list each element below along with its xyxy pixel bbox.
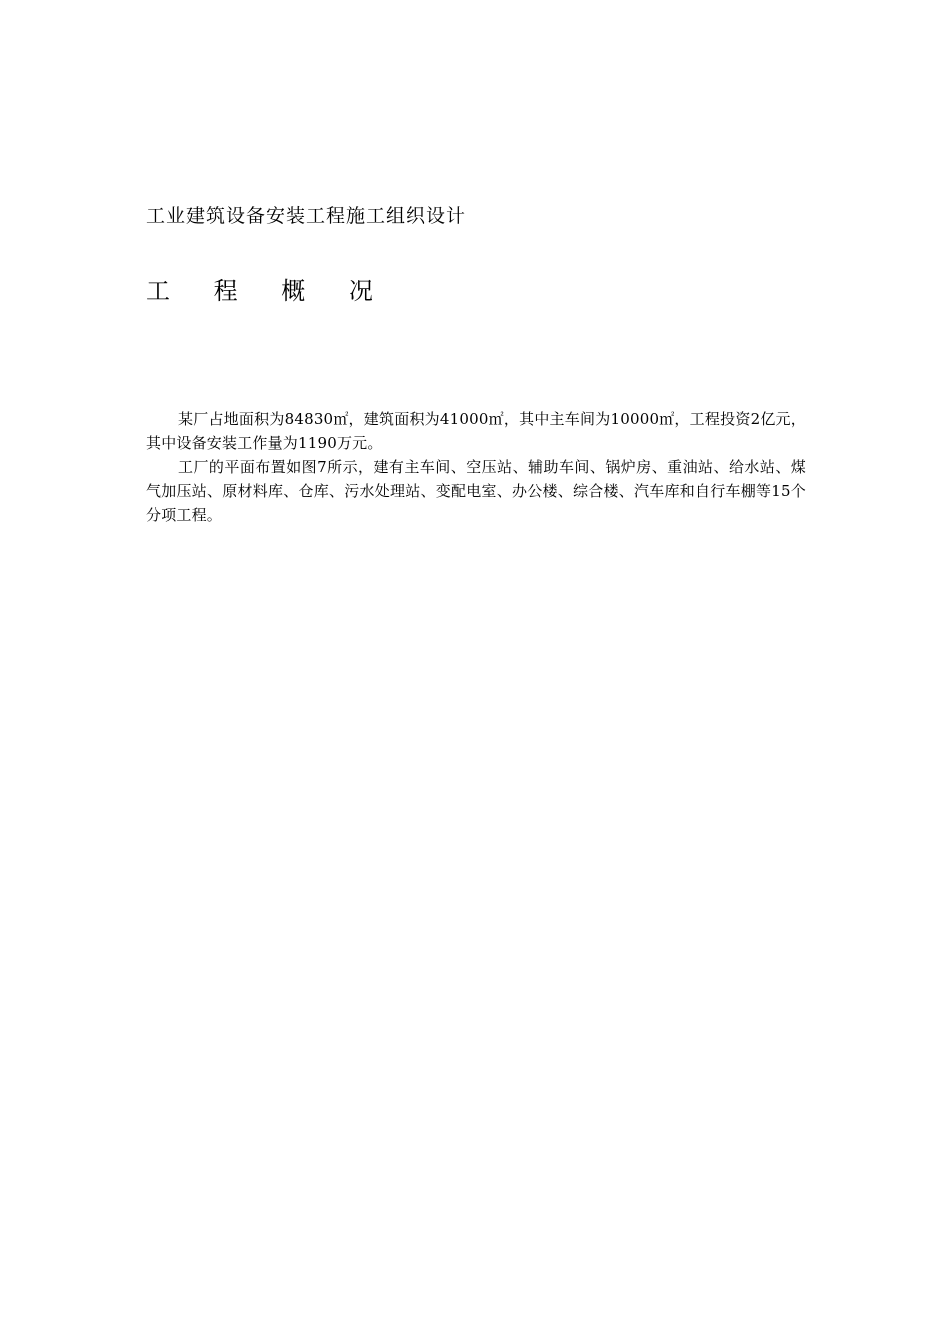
paragraph-project-scale: 某厂占地面积为84830㎡，建筑面积为41000㎡，其中主车间为10000㎡，工程投资2亿元，其中设备安装工作量为1190万元。	[146, 410, 806, 452]
paragraph-plant-layout: 工厂的平面布置如图7所示，建有主车间、空压站、辅助车间、锅炉房、重油站、给水站、煤气加压站、原材料库、仓库、污水处理站、变配电室、办公楼、综合楼、汽车库和自行车棚等15个分项工程。	[146, 458, 806, 524]
body-text	[146, 407, 806, 527]
document-title: 工业建筑设备安装工程施工组织设计	[146, 205, 467, 227]
section-heading: 工 程 概 况	[146, 277, 391, 305]
